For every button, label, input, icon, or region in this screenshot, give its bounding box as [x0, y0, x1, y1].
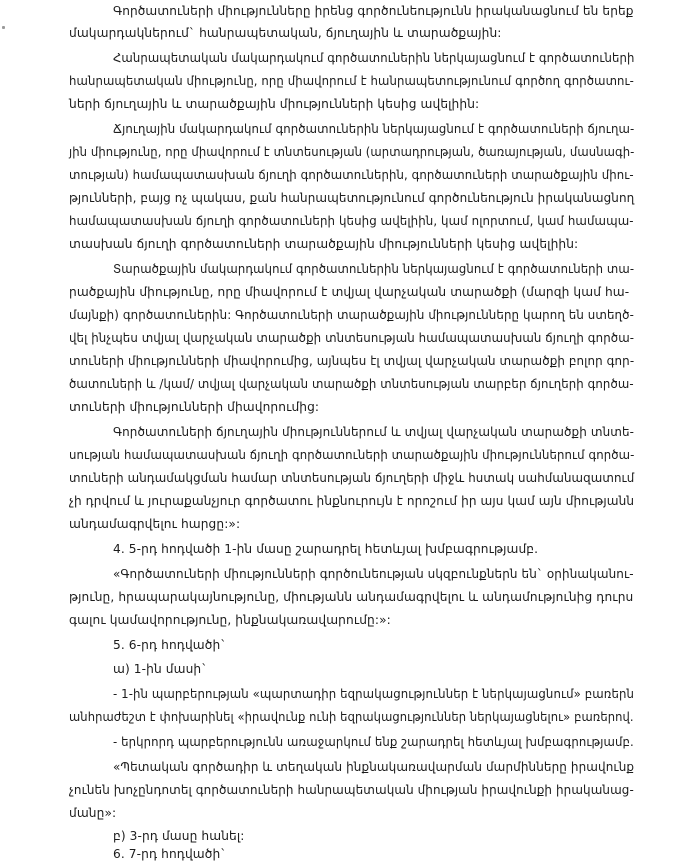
text-line: րածքային միությունը, որը միավորում է տվյալ վարչական տարածքի (մարզի կամ հա- — [69, 285, 630, 299]
text-line: մանը»: — [69, 806, 117, 820]
text-line: Ճյուղային մակարդակում գործատուներին ներկայացնում է գործատուների ճյուղա- — [113, 122, 635, 136]
text-line: վել ինչպես տվյալ վարչական տարածքի տնտեսության համապատասխան ճյուղի գործա- — [69, 331, 635, 345]
text-line: Գործատուների ճյուղային միություններում և տվյալ վարչական տարածքի տնտե- — [113, 425, 635, 439]
text-line: ա) 1-ին մասի` — [113, 662, 208, 676]
text-line: «Գործատուների միությունների գործունեության սկզբունքներն են` օրինականու- — [113, 567, 634, 581]
text-line: սության համապատասխան ճյուղի գործատուների տարածքային միություններում գործա- — [69, 448, 635, 462]
scan-speck — [2, 26, 5, 29]
text-line: Հանրապետական մակարդակում գործատուներին ներկայացնում է գործատուների — [113, 51, 635, 65]
text-line: չի դրվում և յուրաքանչյուր գործատու ինքնուրույն է որոշում իր այս կամ այն միությանն — [69, 494, 635, 508]
text-line: - երկրորդ պարբերությունն առաջարկում ենք շարադրել հետևյալ խմբագրությամբ. — [113, 735, 634, 749]
text-line: թյունների, բայց ոչ պակաս, քան հանրապետությունում գործունեություն իրականացնող — [69, 191, 635, 205]
text-line: անդամագրվելու հարցը:»: — [69, 517, 241, 531]
text-line: մակարդակներում` հանրապետական, ճյուղային և տարածքային: — [69, 26, 502, 40]
text-line: ծատուների և /կամ/ տվյալ վարչական տարածքի տնտեսության տարբեր ճյուղերի գործա- — [69, 377, 634, 391]
text-line: 4. 5-րդ հոդվածի 1-ին մասը շարադրել հետևյալ խմբագրությամբ. — [113, 542, 539, 556]
text-line: յին միությունը, որը միավորում է տնտեսության (արտադրության, ծառայության, մասնագի- — [69, 145, 635, 159]
text-line: տուների անդամակցման համար տնտեսության ճյուղերի միջև հստակ սահմանազատում — [69, 471, 635, 485]
text-line: թյունը, հրապարակայնությունը, միությանն անդամագրվելու և անդամությունից դուրս — [69, 590, 634, 604]
text-line: համապատասխան ճյուղի գործատուների կեսից ավելիին, կամ ոլորտում, կամ համապա- — [69, 214, 634, 228]
text-line: ների ճյուղային և տարածքային միությունների կեսից ավելիին: — [69, 97, 480, 111]
text-line: հանրապետական միությունը, որը միավորում է հանրապետությունում գործող գործատու- — [69, 74, 634, 88]
text-line: մայնքի) գործատուներին: Գործատուների տարածքային միությունները կարող են ստեղծ- — [69, 308, 634, 322]
text-line: «Պետական գործադիր և տեղական ինքնակառավարման մարմինները իրավունք — [113, 760, 635, 774]
text-line: 6. 7-րդ հոդվածի` — [113, 847, 227, 861]
text-line: տուների միությունների միավորումից, այնպես էլ տվյալ վարչական տարածքի բոլոր գոր- — [69, 354, 635, 368]
text-line: տության) համապատասխան ճյուղի գործատուներին, գործատուների տարածքային միու- — [69, 168, 634, 182]
text-line: Գործատուների միությունները իրենց գործունեությունն իրականացնում են երեք — [113, 4, 634, 18]
text-line: Տարածքային մակարդակում գործատուներին ներկայացնում է գործատուների տա- — [113, 262, 635, 276]
text-line: անհրաժեշտ է փոխարինել «իրավունք ունի եզրակացություններ ներկայացնելու» բառերով. — [69, 710, 634, 724]
text-line: տասխան ճյուղի գործատուների տարածքային միությունների կեսից ավելիին: — [69, 237, 579, 251]
text-line: տուների միությունների միավորումից: — [69, 400, 320, 414]
text-line: 5. 6-րդ հոդվածի` — [113, 638, 227, 652]
text-line: չունեն խոչընդոտել գործատուների հանրապետական միության իրավունքի իրականաց- — [69, 783, 634, 797]
text-line: գալու կամավորությունը, ինքնակառավարումը:»: — [69, 613, 391, 627]
text-line: - 1-ին պարբերության «պարտադիր եզրակացություններ է ներկայացնում» բառերն — [113, 687, 635, 701]
text-line: բ) 3-րդ մասը հանել: — [113, 829, 245, 843]
